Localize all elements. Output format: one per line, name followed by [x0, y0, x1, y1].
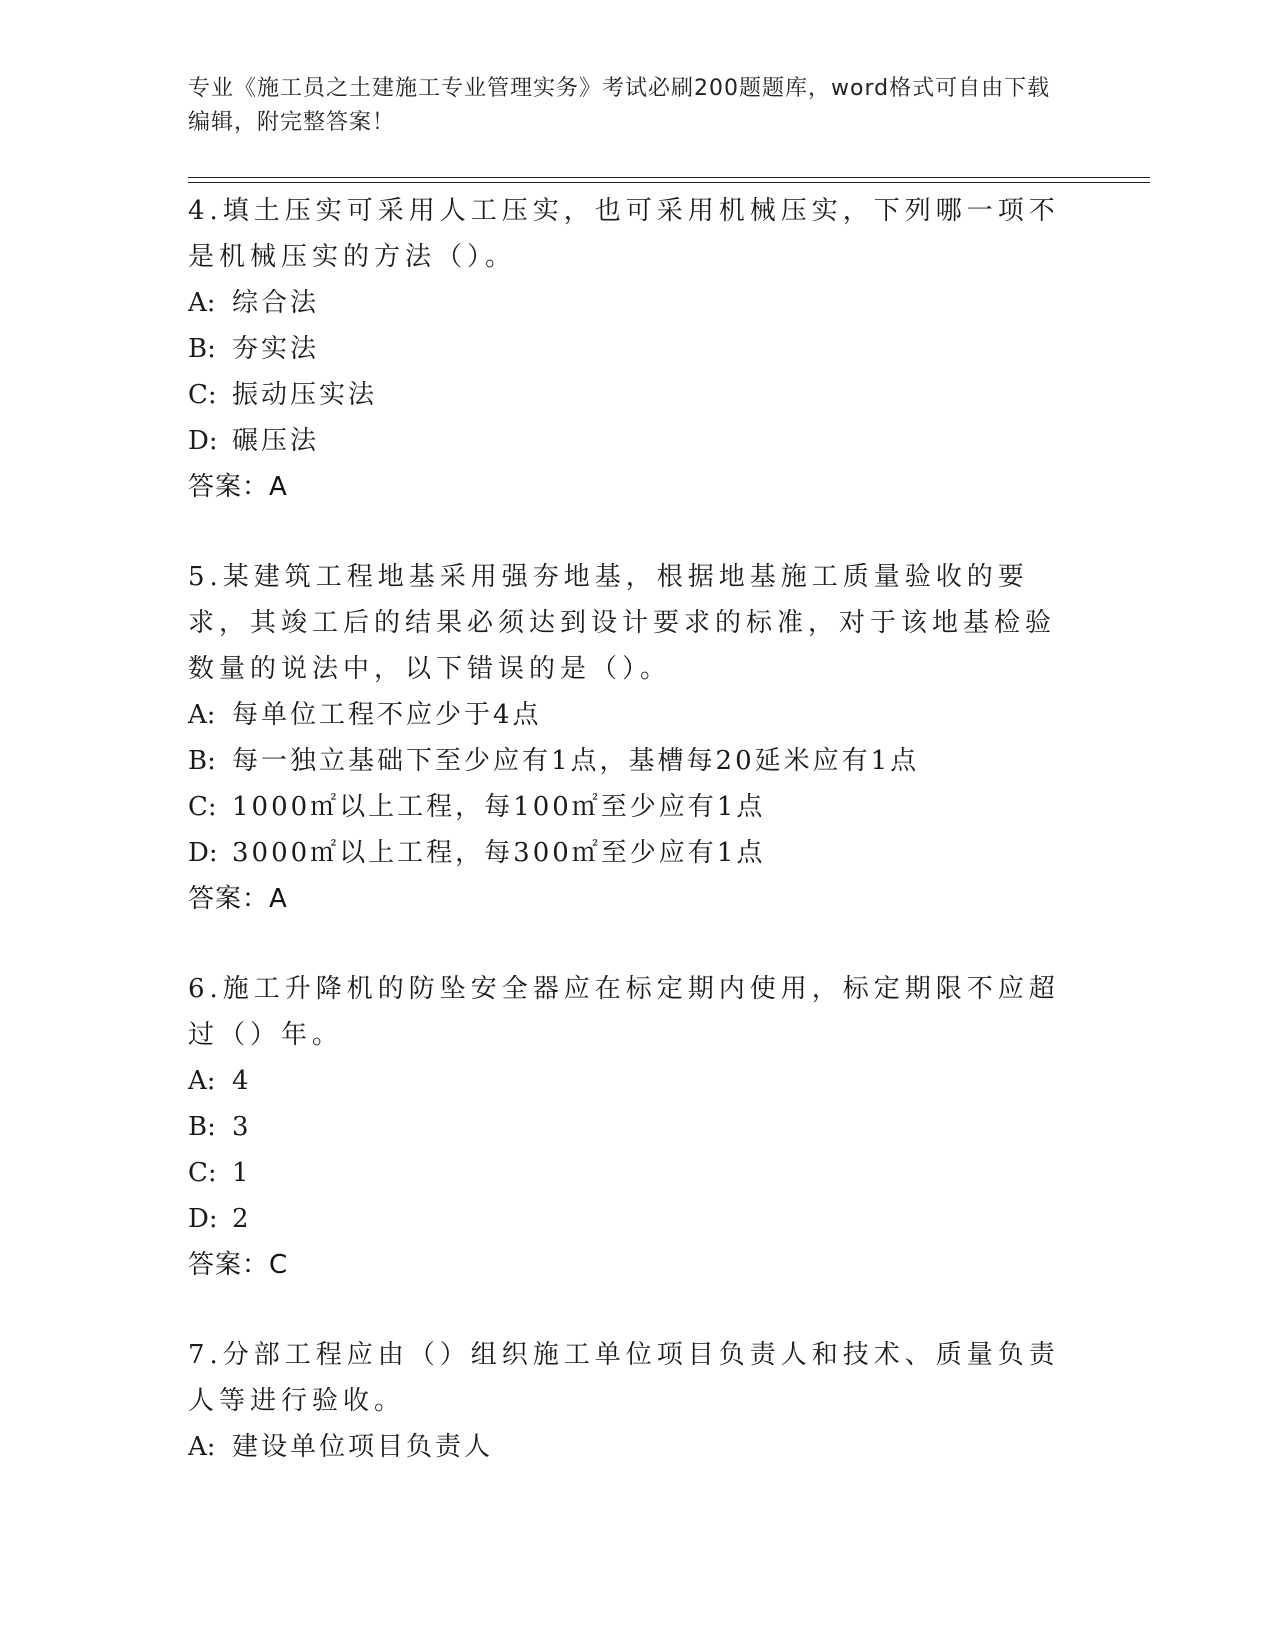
option-text: 碾压法 — [232, 426, 320, 456]
option-text: 建设单位项目负责人 — [232, 1432, 494, 1462]
option-b — [188, 738, 1068, 784]
option-text: 1 — [232, 1158, 252, 1188]
question-stem: 5.某建筑工程地基采用强夯地基，根据地基施工质量验收的要求，其竣工后的结果必须达到设计要求的标准，对于该地基检验数量的说法中，以下错误的是（）。 — [188, 562, 1057, 684]
option-c — [188, 1150, 1068, 1196]
question-5 — [188, 554, 1068, 922]
option-text: 2 — [232, 1204, 252, 1234]
option-d — [188, 830, 1068, 876]
option-key: B: — [188, 1112, 216, 1142]
option-c — [188, 784, 1068, 830]
answer-line: 答案：A — [188, 884, 288, 914]
header-divider-bottom — [188, 182, 1150, 183]
question-list — [188, 188, 1068, 1514]
option-key: C: — [188, 792, 217, 822]
option-a — [188, 692, 1068, 738]
option-b — [188, 326, 1068, 372]
option-a — [188, 1424, 1068, 1470]
option-text: 3000㎡以上工程，每300㎡至少应有1点 — [232, 838, 766, 868]
option-key: A: — [188, 1432, 216, 1462]
option-b — [188, 1104, 1068, 1150]
answer-line: 答案：A — [188, 472, 288, 502]
option-key: A: — [188, 700, 216, 730]
option-text: 每单位工程不应少于4点 — [232, 700, 542, 730]
question-stem: 6.施工升降机的防坠安全器应在标定期内使用，标定期限不应超过（）年。 — [188, 974, 1060, 1050]
option-key: C: — [188, 1158, 217, 1188]
option-a — [188, 280, 1068, 326]
header-divider-top — [188, 177, 1150, 178]
option-d — [188, 418, 1068, 464]
question-4 — [188, 188, 1068, 510]
answer-line: 答案：C — [188, 1250, 289, 1280]
option-text: 夯实法 — [232, 334, 320, 364]
option-key: D: — [188, 1204, 218, 1234]
option-key: B: — [188, 746, 216, 776]
option-key: A: — [188, 288, 216, 318]
option-key: D: — [188, 426, 218, 456]
question-stem: 7.分部工程应由（）组织施工单位项目负责人和技术、质量负责人等进行验收。 — [188, 1340, 1060, 1416]
option-d — [188, 1196, 1068, 1242]
option-key: A: — [188, 1066, 216, 1096]
option-key: C: — [188, 380, 217, 410]
option-text: 综合法 — [232, 288, 320, 318]
question-6 — [188, 966, 1068, 1288]
option-text: 4 — [232, 1066, 252, 1096]
option-text: 1000㎡以上工程，每100㎡至少应有1点 — [232, 792, 766, 822]
question-7 — [188, 1332, 1068, 1470]
option-text: 3 — [232, 1112, 252, 1142]
option-text: 振动压实法 — [232, 380, 378, 410]
option-a — [188, 1058, 1068, 1104]
option-key: D: — [188, 838, 218, 868]
option-c — [188, 372, 1068, 418]
question-stem: 4.填土压实可采用人工压实，也可采用机械压实，下列哪一项不是机械压实的方法（）。 — [188, 196, 1060, 272]
option-key: B: — [188, 334, 216, 364]
document-header: 专业《施工员之土建施工专业管理实务》考试必刷200题题库，word格式可自由下载编辑，附完整答案！ — [188, 76, 1051, 135]
option-text: 每一独立基础下至少应有1点，基槽每20延米应有1点 — [232, 746, 920, 776]
